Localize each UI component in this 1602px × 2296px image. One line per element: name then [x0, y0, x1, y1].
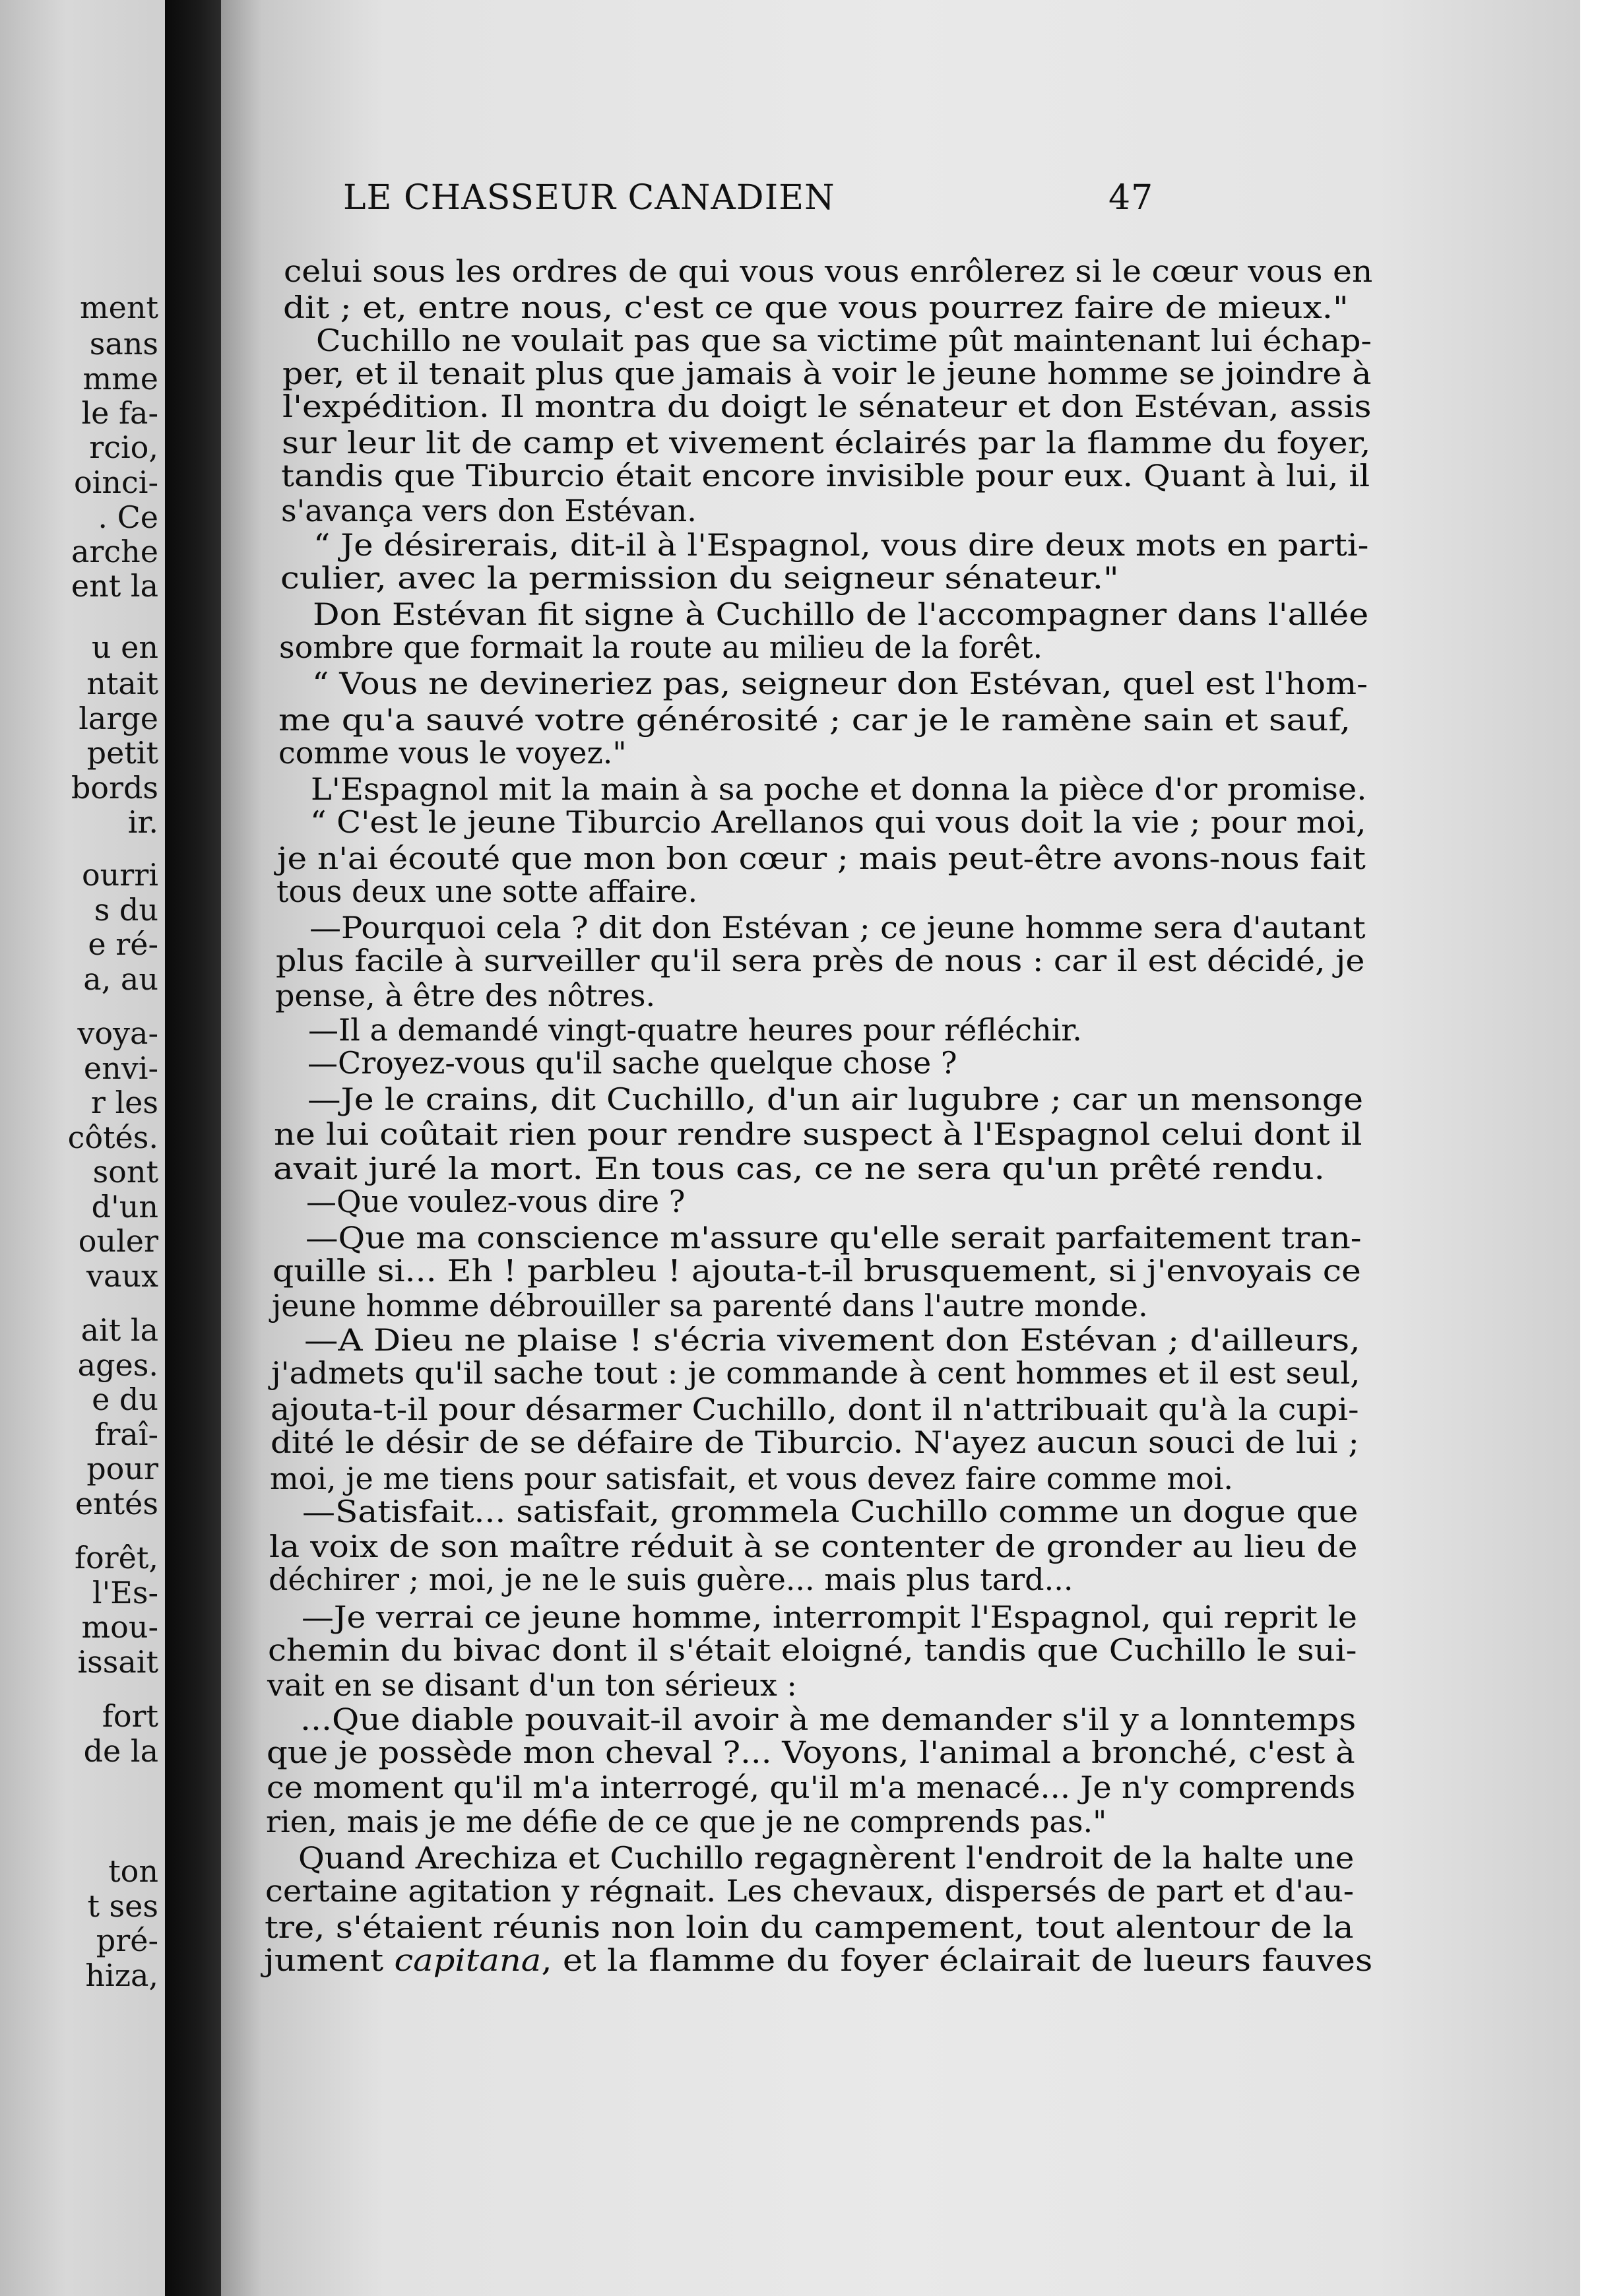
left-page-fragment: issait [77, 1644, 158, 1680]
text-line: avait juré la mort. En tous cas, ce ne sera qu'un prêté rendu. [273, 1151, 1325, 1186]
left-page-fragment: ouler [78, 1223, 158, 1259]
left-page-fragment: d'un [91, 1189, 158, 1225]
text-line: ajouta-t-il pour désarmer Cuchillo, dont il n'attribuait qu'à la cupi- [271, 1391, 1359, 1427]
text-line: —Je verrai ce jeune homme, interrompit l'Espagnol, qui reprit le [302, 1599, 1357, 1635]
left-page-fragment: voya- [77, 1015, 158, 1051]
text-line: —A Dieu ne plaise ! s'écria vivement don Estévan ; d'ailleurs, [304, 1322, 1361, 1358]
text-line: L'Espagnol mit la main à sa poche et donna la pièce d'or promise. [311, 771, 1367, 807]
text-line: dit ; et, entre nous, c'est ce que vous pourrez faire de mieux." [283, 290, 1349, 325]
left-page-fragment: r les [90, 1085, 158, 1120]
left-page-fragment: oinci- [73, 464, 158, 500]
left-page-fragment: ntait [86, 666, 158, 701]
text-line: je n'ai écouté que mon bon cœur ; mais peut-être avons-nous fait [277, 841, 1366, 876]
text-line: Don Estévan fit signe à Cuchillo de l'accompagner dans l'allée [313, 596, 1369, 632]
left-page-fragment: côtés. [67, 1120, 158, 1155]
text-line: que je possède mon cheval ?... Voyons, l'animal a bronché, c'est à [267, 1735, 1355, 1770]
text-line: l'expédition. Il montra du doigt le sénateur et don Estévan, assis [282, 389, 1372, 424]
text-line: tre, s'étaient réunis non loin du campement, tout alentour de la [265, 1909, 1354, 1945]
left-page-fragment: l'Es- [92, 1575, 158, 1610]
left-page-fragment: s du [94, 892, 158, 928]
text-line: pense, à être des nôtres. [275, 978, 656, 1013]
text-line: tandis que Tiburcio était encore invisible pour eux. Quant à lui, il [281, 458, 1370, 494]
text-line: quille si... Eh ! parbleu ! ajouta-t-il brusquement, si j'envoyais ce [272, 1253, 1361, 1289]
left-page-fragment: a, au [83, 961, 158, 997]
text-line: tous deux une sotte affaire. [276, 874, 698, 909]
left-page-fragment: fraî- [94, 1417, 158, 1452]
text-line: —Satisfait... satisfait, grommela Cuchillo comme un dogue que [302, 1494, 1359, 1529]
left-page-fragment: bords [71, 770, 158, 806]
page-margin-edge [1580, 0, 1602, 2296]
left-page-fragment: mou- [81, 1609, 158, 1645]
running-title: LE CHASSEUR CANADIEN [343, 178, 835, 218]
text-line: —Croyez-vous qu'il sache quelque chose ? [307, 1045, 957, 1081]
text-line: dité le désir de se défaire de Tiburcio. N'ayez aucun souci de lui ; [271, 1424, 1359, 1460]
text-line: j'admets qu'il sache tout : je commande à cent hommes et il est seul, [271, 1355, 1361, 1391]
text-line: ne lui coûtait rien pour rendre suspect à l'Espagnol celui dont il [274, 1116, 1362, 1152]
left-page-fragment: le fa- [81, 395, 158, 431]
left-page-fragment: envi- [83, 1050, 158, 1086]
text-line: ...Que diable pouvait-il avoir à me demander s'il y a lonntemps [300, 1702, 1357, 1737]
text-line: —Que voulez-vous dire ? [306, 1184, 686, 1219]
left-page-fragment: ment [80, 290, 158, 325]
previous-page-edge [0, 0, 165, 2296]
left-page-fragment: forêt, [74, 1540, 158, 1576]
left-page-fragment: e ré- [88, 926, 158, 962]
text-line: “ C'est le jeune Tiburcio Arellanos qui vous doit la vie ; pour moi, [310, 804, 1366, 840]
left-page-fragment: e du [92, 1382, 158, 1417]
left-page-fragment: u en [91, 629, 158, 665]
left-page-fragment: ages. [77, 1347, 158, 1383]
text-line [264, 1943, 1372, 1977]
left-page-fragment: petit [86, 735, 158, 771]
left-page-fragment: . Ce [98, 499, 158, 535]
text-line: ce moment qu'il m'a interrogé, qu'il m'a menacé... Je n'y comprends [267, 1770, 1356, 1805]
text-line: —Je le crains, dit Cuchillo, d'un air lugubre ; car un mensonge [307, 1081, 1364, 1117]
left-page-fragment: rcio, [89, 430, 158, 465]
text-line: la voix de son maître réduit à se contenter de gronder au lieu de [269, 1529, 1358, 1564]
left-page-fragment: entés [75, 1486, 158, 1521]
left-page-fragment: ent la [71, 568, 158, 604]
left-page-fragment: mme [82, 361, 158, 397]
text-line: certaine agitation y régnait. Les chevaux, dispersés de part et d'au- [265, 1873, 1355, 1909]
text-line: sur leur lit de camp et vivement éclairés par la flamme du foyer, [282, 425, 1371, 461]
left-page-fragment: pré- [96, 1923, 158, 1958]
text-line: plus facile à surveiller qu'il sera près de nous : car il est décidé, je [276, 943, 1365, 978]
left-page-fragment: sont [92, 1154, 158, 1190]
text-line: —Il a demandé vingt-quatre heures pour réfléchir. [308, 1012, 1082, 1048]
text-line: déchirer ; moi, je ne le suis guère... mais plus tard... [269, 1562, 1073, 1597]
left-page-fragment: t ses [87, 1888, 158, 1924]
text-line: culier, avec la permission du seigneur sénateur." [280, 560, 1119, 596]
book-gutter [165, 0, 221, 2296]
text-line: celui sous les ordres de qui vous vous enrôlerez si le cœur vous en [284, 253, 1373, 289]
left-page-fragment: ton [108, 1853, 158, 1889]
text-line: sombre que formait la route au milieu de la forêt. [279, 629, 1043, 665]
page-number: 47 [1108, 178, 1154, 218]
text-line: jeune homme débrouiller sa parenté dans l'autre monde. [272, 1288, 1148, 1323]
left-page-fragment: vaux [86, 1258, 158, 1294]
left-page-fragment: pour [86, 1451, 158, 1486]
left-page-fragment: de la [83, 1733, 158, 1769]
line-segment: , et la flamme du foyer éclairait de lueurs fauves [541, 1942, 1373, 1978]
text-line: “ Vous ne devineriez pas, seigneur don Estévan, quel est l'hom- [312, 666, 1368, 701]
left-page-fragment: ourri [81, 857, 158, 893]
text-line: chemin du bivac dont il s'était eloigné, tandis que Cuchillo le sui- [268, 1632, 1357, 1668]
text-line: me qu'a sauvé votre générosité ; car je le ramène sain et sauf, [278, 702, 1351, 738]
text-line: comme vous le voyez." [278, 735, 627, 771]
text-line: —Pourquoi cela ? dit don Estévan ; ce jeune homme sera d'autant [309, 910, 1366, 945]
text-line: “ Je désirerais, dit-il à l'Espagnol, vous dire deux mots en parti- [313, 527, 1369, 563]
left-page-fragment: hiza, [85, 1958, 158, 1993]
line-segment: jument [264, 1942, 395, 1978]
text-line: per, et il tenait plus que jamais à voir le jeune homme se joindre à [282, 356, 1372, 391]
italic-term: capitana [394, 1942, 542, 1978]
left-page-fragment: arche [71, 534, 158, 569]
left-page-fragment: sans [89, 326, 158, 362]
text-line: Cuchillo ne voulait pas que sa victime pût maintenant lui échap- [316, 323, 1372, 358]
text-line: s'avança vers don Estévan. [281, 493, 697, 528]
text-line: —Que ma conscience m'assure qu'elle serait parfaitement tran- [305, 1220, 1362, 1256]
left-page-fragment: fort [102, 1698, 158, 1734]
left-page-fragment: ait la [80, 1312, 158, 1348]
left-page-fragment: large [79, 701, 158, 736]
text-line: moi, je me tiens pour satisfait, et vous devez faire comme moi. [270, 1461, 1234, 1496]
text-line: Quand Arechiza et Cuchillo regagnèrent l'endroit de la halte une [298, 1840, 1355, 1876]
text-line: rien, mais je me défie de ce que je ne comprends pas." [266, 1804, 1107, 1839]
left-page-fragment: ir. [127, 804, 158, 840]
text-line: vait en se disant d'un ton sérieux : [267, 1667, 797, 1703]
